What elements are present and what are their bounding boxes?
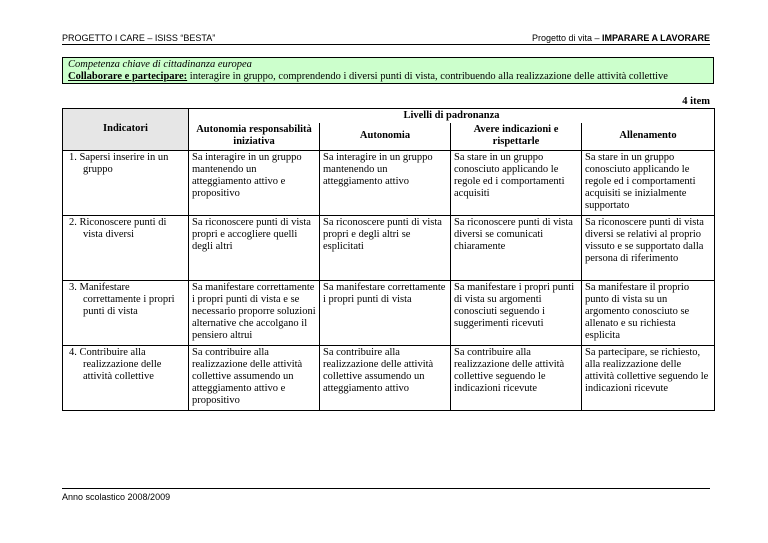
competence-box <box>62 57 714 84</box>
level-cell: Sa riconoscere punti di vista propri e degli altri se esplicitati <box>320 215 451 280</box>
header-right <box>532 33 710 43</box>
level-cell: Sa riconoscere punti di vista diversi se comunicati chiaramente <box>451 215 582 280</box>
level-cell: Sa interagire in un gruppo mantenendo un atteggiamento attivo <box>320 150 451 215</box>
header-rule <box>62 44 710 45</box>
level-cell: Sa stare in un gruppo conosciuto applicando le regole ed i comportamenti acquisiti se inizialmente supportato <box>582 150 715 215</box>
indicators-header: Indicatori <box>63 109 189 151</box>
table-row <box>63 345 715 410</box>
competence-line <box>68 71 708 83</box>
level-cell: Sa contribuire alla realizzazione delle attività collettive assumendo un atteggiamento attivo <box>320 345 451 410</box>
level-cell: Sa manifestare correttamente i propri punti di vista e se necessario proporre soluzioni alternative che accolgano il pensiero altrui <box>189 280 320 345</box>
level-cell: Sa stare in un gruppo conosciuto applicando le regole ed i comportamenti acquisiti <box>451 150 582 215</box>
level-cell: Sa contribuire alla realizzazione delle attività collettive seguendo le indicazioni ricevute <box>451 345 582 410</box>
levels-header: Livelli di padronanza <box>189 109 715 124</box>
level-cell: Sa riconoscere punti di vista diversi se relativi al proprio vissuto e se supportato dalla persona di riferimento <box>582 215 715 280</box>
level-cell: Sa partecipare, se richiesto, alla realizzazione delle attività collettive seguendo le indicazioni ricevute <box>582 345 715 410</box>
indicator-cell: 1. Sapersi inserire in un gruppo <box>63 150 189 215</box>
level-cell: Sa manifestare correttamente i propri punti di vista <box>320 280 451 345</box>
level-cell: Sa riconoscere punti di vista propri e accogliere quelli degli altri <box>189 215 320 280</box>
mastery-table <box>62 108 715 411</box>
header-right-prefix: Progetto di vita – <box>531 33 602 43</box>
indicator-cell: 4. Contribuire alla realizzazione delle attività collettive <box>63 345 189 410</box>
header-right-title: IMPARARE A LAVORARE <box>602 33 710 43</box>
column-header: Avere indicazioni e rispettarle <box>451 123 582 150</box>
level-cell: Sa contribuire alla realizzazione delle attività collettive assumendo un atteggiamento attivo e propositivo <box>189 345 320 410</box>
table-row <box>63 150 715 215</box>
indicator-cell: 2. Riconoscere punti di vista diversi <box>63 215 189 280</box>
footer-text: Anno scolastico 2008/2009 <box>62 492 171 502</box>
column-header: Autonomia responsabilità iniziativa <box>189 123 320 150</box>
level-cell: Sa manifestare i propri punti di vista su argomenti conosciuti seguendo i suggerimenti ricevuti <box>451 280 582 345</box>
indicator-cell: 3. Manifestare correttamente i propri punti di vista <box>63 280 189 345</box>
column-header: Autonomia <box>320 123 451 150</box>
competence-title: Collaborare e partecipare: <box>68 71 188 82</box>
table-row <box>63 215 715 280</box>
column-header: Allenamento <box>582 123 715 150</box>
table-row <box>63 280 715 345</box>
level-cell: Sa interagire in un gruppo mantenendo un atteggiamento attivo e propositivo <box>189 150 320 215</box>
competence-description: interagire in gruppo, comprendendo i diversi punti di vista, contribuendo alla realizzazione delle attività collettive <box>187 71 668 82</box>
level-cell: Sa manifestare il proprio punto di vista su un argomento conosciuto se allenato e su richiesta esplicita <box>582 280 715 345</box>
items-count: 4 item <box>682 96 710 107</box>
footer-rule <box>62 488 710 489</box>
competence-label: Competenza chiave di cittadinanza europea <box>68 59 252 70</box>
header-left: PROGETTO I CARE – ISISS “BESTA” <box>62 33 216 43</box>
